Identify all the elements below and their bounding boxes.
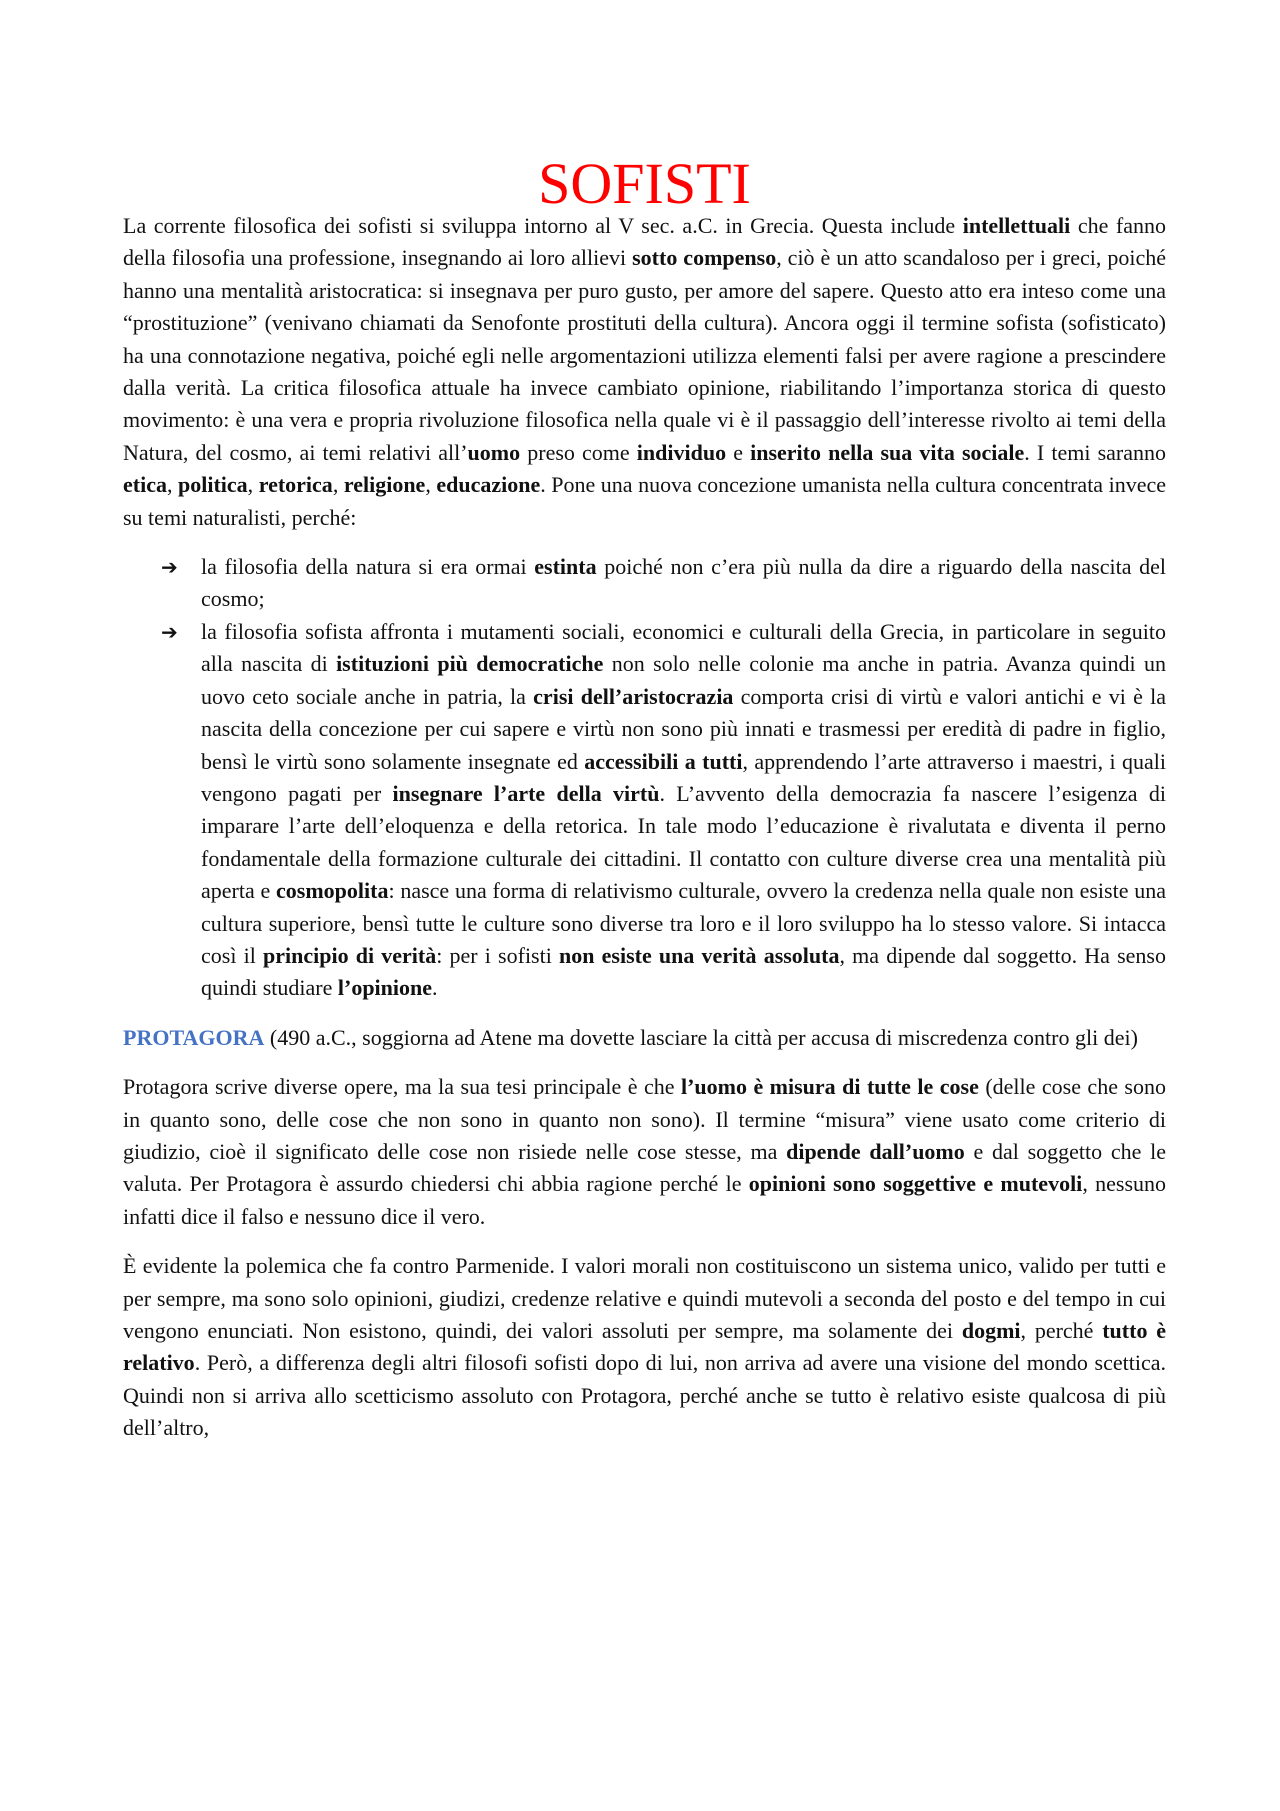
bold-text: uomo [467, 439, 521, 465]
text-run: , nessuno infatti dice il falso e nessuno dice il vero. [123, 1171, 1166, 1229]
bullet-text [201, 619, 1166, 1000]
bold-text: religione [343, 472, 426, 498]
text-run: che fanno della filosofia una professione, insegnando ai loro allievi [123, 213, 1166, 271]
parmenide-paragraph [123, 1250, 1166, 1444]
bold-text: opinioni sono soggettive e mutevoli [748, 1171, 1083, 1197]
text-run: , apprendendo l’arte attraverso i maestri, i quali vengono pagati per [201, 748, 1166, 806]
intro-paragraph [123, 210, 1166, 534]
text-run: la filosofia sofista affronta i mutamenti sociali, economici e culturali della Grecia, in particolare in seguito alla nascita di [201, 618, 1166, 677]
bold-text: accessibili a tutti [584, 748, 743, 774]
text-run: . [432, 975, 438, 1001]
bold-text: individuo [636, 439, 727, 465]
right-arrow-icon: ➔ [161, 619, 178, 644]
text-run: Protagora scrive diverse opere, ma la sua tesi principale è che [123, 1074, 681, 1100]
text-run: : per i sofisti [436, 942, 560, 968]
text-run: , ciò è un atto scandaloso per i greci, poiché hanno una mentalità aristocratica: si insegnava per puro gusto, per amore del sapere. Questo atto era inteso come una “prostituzione” (venivano chiamati da Senofonte prostituti della cultura). Ancora oggi il termine sofista (sofisticato) ha una connotazione negativa, poiché egli nelle argomentazioni utilizza elementi falsi per avere ragione a prescindere dalla verità. La critica filosofica attuale ha invece cambiato opinione, riabilitando l’importanza storica di questo movimento: è una vera e propria rivoluzione filosofica nella quale vi è il passaggio dell’interesse rivolto ai temi della Natura, del cosmo, ai temi relativi all’ [123, 245, 1167, 465]
bullet-list [123, 551, 1166, 1005]
bold-text: l’uomo è misura di tutte le cose [680, 1074, 979, 1100]
text-run: non solo nelle colonie ma anche in patria. Avanza quindi un uovo ceto sociale anche in patria, la [201, 651, 1166, 709]
bold-text: educazione [436, 472, 541, 498]
right-arrow-icon: ➔ [161, 555, 178, 580]
text-run: (delle cose che sono in quanto sono, delle cose che non sono in quanto non sono). Il termine “misura” viene usato come criterio di giudizio, cioè il significato delle cose non risiede nelle cose stesse, ma [123, 1074, 1166, 1164]
text-run: , perché [1020, 1318, 1103, 1343]
text-run: , [247, 472, 259, 498]
bold-text: dogmi [961, 1318, 1021, 1343]
text-run: , [332, 472, 344, 498]
protagora-heading [123, 1022, 1166, 1054]
bold-text: intellettuali [962, 213, 1071, 238]
bullet-item [123, 616, 1166, 1005]
bold-text: principio di verità [263, 942, 437, 968]
bold-text: tutto è relativo [123, 1318, 1166, 1376]
bold-text: retorica [258, 472, 333, 498]
bold-text: inserito nella sua vita sociale [750, 439, 1025, 465]
text-run: . Pone una nuova concezione umanista nella cultura concentrata invece su temi naturalisti, perché: [123, 472, 1167, 530]
text-run: La corrente filosofica dei sofisti si sviluppa intorno al V sec. a.C. in Grecia. Questa include [123, 213, 963, 238]
text-run: . L’avvento della democrazia fa nascere l’esigenza di imparare l’arte dell’eloquenza e della retorica. In tale modo l’educazione è rivalutata e diventa il perno fondamentale della formazione culturale dei cittadini. Il contatto con culture diverse crea una mentalità più aperta e [201, 780, 1166, 904]
text-run: (490 a.C., soggiorna ad Atene ma dovette lasciare la città per accusa di miscredenza contro gli dei) [264, 1024, 1138, 1050]
text-run: preso come [520, 439, 637, 465]
bold-text: l’opinione [337, 975, 433, 1001]
bold-text: insegnare l’arte della virtù [392, 780, 660, 806]
section-heading: PROTAGORA [123, 1024, 265, 1050]
bold-text: estinta [534, 554, 597, 580]
bold-text: crisi dell’aristocrazia [533, 683, 734, 709]
document-page [123, 152, 1166, 1462]
text-run: : nasce una forma di relativismo culturale, ovvero la credenza nella quale non esiste una cultura superiore, bensì tutte le culture sono diverse tra loro e il loro sviluppo ha lo stesso valore. Si intacca così il [201, 878, 1167, 968]
text-run: poiché non c’era più nulla da dire a riguardo della nascita del cosmo; [201, 554, 1166, 612]
bold-text: non esiste una verità assoluta [559, 942, 840, 968]
bullet-text [201, 554, 1166, 611]
bold-text: politica [178, 472, 248, 498]
text-run: , [166, 472, 178, 498]
text-run: È evidente la polemica che fa contro Parmenide. I valori morali non costituiscono un sistema unico, valido per tutti e per sempre, ma sono solo opinioni, giudizi, credenze relative e quindi mutevoli a seconda del posto e del tempo in cui vengono enunciati. Non esistono, quindi, dei valori assoluti per sempre, ma solamente dei [123, 1253, 1166, 1343]
text-run: comporta crisi di virtù e valori antichi e vi è la nascita della concezione per cui sapere e virtù non sono più innati e trasmessi per eredità di padre in figlio, bensì le virtù sono solamente insegnate ed [201, 683, 1166, 774]
protagora-paragraph [123, 1071, 1166, 1233]
bold-text: dipende dall’uomo [786, 1138, 965, 1164]
bold-text: cosmopolita [276, 878, 389, 904]
bold-text: istituzioni più democratiche [336, 651, 604, 677]
text-run: e dal soggetto che le valuta. Per Protagora è assurdo chiedersi chi abbia ragione perché le [123, 1138, 1166, 1197]
bullet-item [123, 551, 1166, 616]
text-run: , [425, 472, 437, 498]
text-run: e [726, 439, 751, 465]
document-title: SOFISTI [538, 151, 751, 216]
text-run: . I temi saranno [1024, 439, 1167, 465]
text-run: . Però, a differenza degli altri filosofi sofisti dopo di lui, non arriva ad avere una visione del mondo scettica. Quindi non si arriva allo scetticismo assoluto con Protagora, perché anche se tutto è relativo esiste qualcosa di più dell’altro, [123, 1350, 1166, 1441]
text-run: la filosofia della natura si era ormai [201, 554, 535, 580]
bold-text: sotto compenso [632, 245, 777, 271]
bold-text: etica [123, 472, 167, 498]
text-run: , ma dipende dal soggetto. Ha senso quindi studiare [201, 942, 1166, 1001]
